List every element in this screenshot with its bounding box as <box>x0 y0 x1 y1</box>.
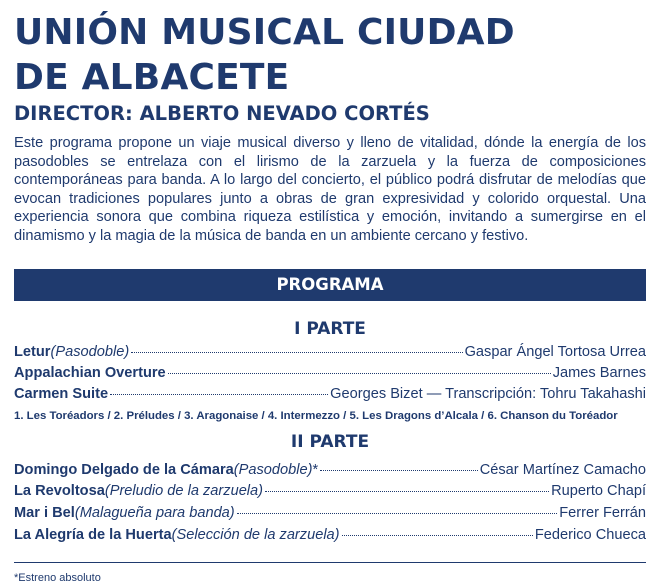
work-title: Letur <box>14 344 51 360</box>
composer: Ferrer Ferrán <box>559 505 646 521</box>
work-note: (Pasodoble) <box>233 462 313 478</box>
work-note: (Selección de la zarzuela) <box>171 527 340 543</box>
work-title: La Revoltosa <box>14 483 105 499</box>
program-banner: PROGRAMA <box>14 269 646 301</box>
work-title: Carmen Suite <box>14 386 109 402</box>
work-note: (Malagueña para banda) <box>74 505 235 521</box>
work-title: La Alegría de la Huerta <box>14 527 172 543</box>
divider <box>14 562 646 563</box>
dot-leader <box>110 394 328 395</box>
composer: Federico Chueca <box>534 527 646 543</box>
work-title: Domingo Delgado de la Cámara <box>14 462 234 478</box>
program-item <box>14 363 646 384</box>
program-item <box>14 342 646 363</box>
dot-leader <box>131 352 462 353</box>
footnote: *Estreno absoluto <box>14 572 101 584</box>
dot-leader <box>168 373 551 374</box>
part-2-heading: II PARTE <box>290 432 370 452</box>
program-item <box>14 525 646 546</box>
title-line-2: DE ALBACETE <box>14 57 290 98</box>
work-mark: * <box>312 462 319 478</box>
work-title: Appalachian Overture <box>14 365 166 381</box>
work-title: Mar i Bel <box>14 505 75 521</box>
composer: Ruperto Chapí <box>551 483 646 499</box>
program-item <box>14 384 646 405</box>
page-title <box>14 10 515 100</box>
title-line-1: UNIÓN MUSICAL CIUDAD <box>14 12 515 53</box>
composer: James Barnes <box>552 365 646 381</box>
work-note: (Preludio de la zarzuela) <box>104 483 264 499</box>
part-1-heading: I PARTE <box>294 319 366 339</box>
director-line: DIRECTOR: ALBERTO NEVADO CORTÉS <box>14 102 430 125</box>
composer: Gaspar Ángel Tortosa Urrea <box>464 344 646 360</box>
program-item <box>14 481 646 502</box>
composer: César Martínez Camacho <box>479 462 646 478</box>
dot-leader <box>237 513 558 514</box>
composer: Georges Bizet — Transcripción: Tohru Takahashi <box>330 386 646 402</box>
intro-paragraph: Este programa propone un viaje musical diverso y lleno de vitalidad, dónde la energía de los pasodobles se entrelaza con el lirismo de la zarzuela y la fuerza de composiciones contemporáneas para banda. A lo largo del concierto, el público podrá disfrutar de melodías que evocan tradiciones populares junto a obras de gran expresividad y colorido orquestal. Una experiencia sonora que combina riqueza estilística y emoción, invitando a sumergirse en el dinamismo y la magia de la música de banda en un ambiente cercano y festivo. <box>14 135 646 244</box>
program-item <box>14 460 646 481</box>
work-note: (Pasodoble) <box>50 344 130 360</box>
dot-leader <box>342 535 533 536</box>
dot-leader <box>320 470 478 471</box>
dot-leader <box>265 491 549 492</box>
program-item <box>14 503 646 524</box>
carmen-movements: 1. Les Toréadors / 2. Préludes / 3. Aragonaise / 4. Intermezzo / 5. Les Dragons d’Alcala / 6. Chanson du Toréador <box>14 410 618 422</box>
